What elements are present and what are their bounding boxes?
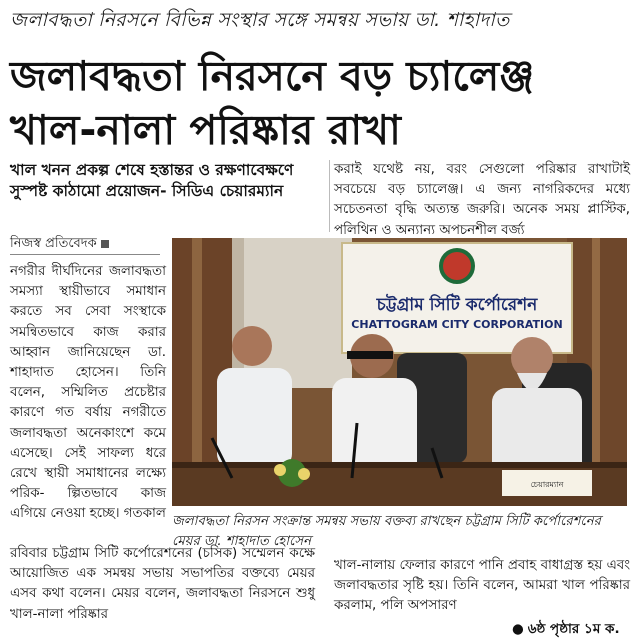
article-bottom-text [10,544,315,625]
kicker-headline: জলাবদ্ধতা নিরসনে বিভিন্ন সংস্থার সঙ্গে সমন্বয় সভায় ডা. শাহাদাত [10,9,510,31]
photo-caption: জলাবদ্ধতা নিরসন সংক্রান্ত সমন্বয় সভায় বক্তব্য রাখছেন চট্টগ্রাম সিটি কর্পোরেশনের মেয়র ডা. শাহাদাত হোসেন [172,514,601,549]
main-headline-line-2: খাল-নালা পরিষ্কার রাখা [10,106,401,154]
article-photo [172,238,627,506]
column-divider [329,160,330,232]
article-paragraph-4: খাল-নালায় ফেলার কারণে পানি প্রবাহ বাধাগ্রস্ত হয় এবং জলাবদ্ধতার সৃষ্টি হয়। তিনি বলেন, আমরা খাল পরিষ্কার করলাম, পলি অপসারণ [334,558,630,614]
byline [10,234,109,255]
photo-nameplate: চেয়ারম্যান [530,480,564,489]
article-paragraph-1: নগরীর দীর্ঘদিনের জলাবদ্ধতা সমস্যা স্থায়ীভাবে সমাধান করতে সব সেবা সংস্থাকে সমন্বিতভাবে কাজ করার আহ্বান জানিয়েছেন ডা. শাহাদাত হোসেন। তিনি বলেন, সম্মিলিত প্রচেষ্টার কারণে গত বর্ষায় নগরীতে জলাবদ্ধতা অনেকাংশে কমে এসেছে। সেই সাফল্য ধরে রেখে স্থায়ী সমাধানের লক্ষ্যে পরিক- ল্পিতভাবে কাজ এগিয়ে নেওয়া হচ্ছে। গতকাল [10,264,166,522]
continued-label: ৬ষ্ঠ পৃষ্ঠার ১ম ক. [527,621,620,637]
banner-english: CHATTOGRAM CITY CORPORATION [351,318,563,331]
meeting-photo-illustration [172,238,627,506]
byline-text: নিজস্ব প্রতিবেদক [10,236,97,251]
article-left-column [10,262,166,525]
article-right-bottom [334,556,630,617]
continued-on-page[interactable] [512,618,620,641]
article-paragraph-2: রবিবার চট্টগ্রাম সিটি কর্পোরেশনের (চসিক) সম্মেলন কক্ষে আয়োজিত এক সমন্বয় সভায় সভাপতির বক্তব্যে মেয়র এসব কথা বলেন। মেয়র বলেন, জলাবদ্ধতা নিরসনে শুধু খাল-নালা পরিষ্কার [10,546,315,622]
article-right-top [334,160,630,241]
main-headline-line-1: জলাবদ্ধতা নিরসনে বড় চ্যালেঞ্জ [10,52,535,100]
banner-bengali: চট্টগ্রাম সিটি কর্পোরেশন [376,295,538,315]
emblem-icon [441,250,473,282]
byline-rule [10,254,160,255]
bullet-dot-icon: ● [512,621,524,637]
byline-square-icon [101,240,109,248]
subheadline: খাল খনন প্রকল্প শেষে হস্তান্তর ও রক্ষণাবেক্ষণে সুস্পষ্ট কাঠামো প্রয়োজন- সিডিএ চেয়ারম্যান [10,161,294,200]
article-paragraph-3: করাই যথেষ্ট নয়, বরং সেগুলো পরিষ্কার রাখাটাই সবচেয়ে বড় চ্যালেঞ্জ। এ জন্য নাগরিকদের মধ্যে সচেতনতা বৃদ্ধি অত্যন্ত জরুরি। অনেক সময় প্লাস্টিক, পলিথিন ও অন্যান্য অপচনশীল বর্জ্য [334,162,630,238]
